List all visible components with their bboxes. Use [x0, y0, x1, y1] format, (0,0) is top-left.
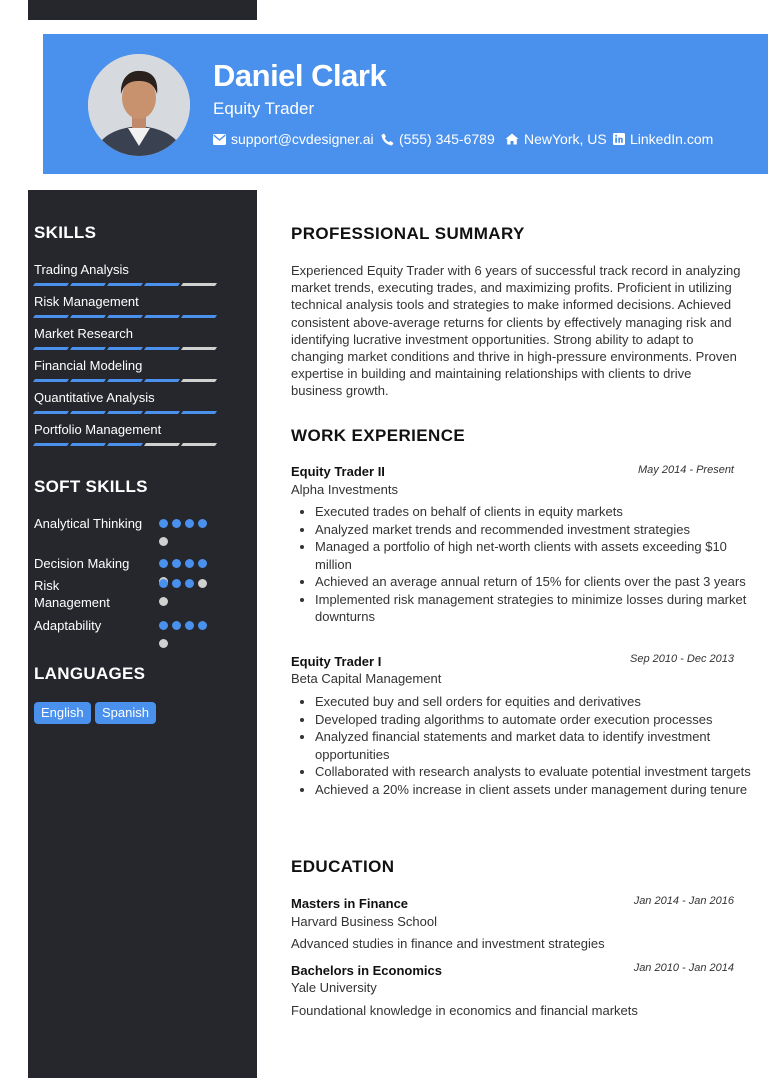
skill-level-segment [107, 347, 143, 350]
job-bullet: • Collaborated with research analysts to evaluate potential investment targets [315, 763, 765, 781]
soft-skill-dot [172, 559, 181, 568]
languages-heading: LANGUAGES [34, 664, 146, 683]
soft-skill-dot [185, 579, 194, 588]
job-bullet: • Analyzed financial statements and market data to identify investment opportunities [315, 728, 765, 763]
phone-icon [381, 133, 394, 146]
soft-skill-dot [172, 579, 181, 588]
skill-label: Portfolio Management [34, 422, 162, 437]
job-bullet: • Developed trading algorithms to automate order execution processes [315, 711, 765, 729]
education-heading: EDUCATION [291, 857, 395, 876]
soft-skill-dot [159, 597, 168, 606]
job-company: Alpha Investments [291, 482, 398, 497]
contact-linkedin[interactable] [613, 131, 713, 147]
soft-skill-dot [159, 621, 168, 630]
skill-level-segment [107, 283, 143, 286]
skill-level-segment [144, 443, 180, 446]
soft-skill-label: Decision Making [34, 556, 130, 571]
job-bullet: • Executed trades on behalf of clients in equity markets [315, 503, 765, 521]
skill-level-segment [181, 283, 217, 286]
skill-level-bar [34, 315, 216, 318]
soft-skill-dot [172, 621, 181, 630]
job-bullets [291, 503, 765, 626]
profile-photo [88, 54, 190, 156]
skill-level-segment [33, 315, 69, 318]
envelope-icon [213, 134, 226, 145]
email-text: support@cvdesigner.ai [231, 131, 374, 147]
summary-heading: PROFESSIONAL SUMMARY [291, 224, 525, 243]
skill-level-segment [33, 283, 69, 286]
education-date: Jan 2014 - Jan 2016 [633, 895, 734, 907]
job-bullet: • Analyzed market trends and recommended investment strategies [315, 521, 765, 539]
skill-level-segment [181, 443, 217, 446]
skill-level-segment [181, 315, 217, 318]
skill-label: Quantitative Analysis [34, 390, 155, 405]
job-bullets [291, 693, 765, 798]
education-description: Foundational knowledge in economics and financial markets [291, 1003, 638, 1018]
candidate-name: Daniel Clark [213, 58, 387, 93]
location-text: NewYork, US [524, 131, 607, 147]
school-name: Yale University [291, 980, 377, 995]
soft-skill-dot [172, 519, 181, 528]
soft-skill-dot [185, 519, 194, 528]
skill-level-segment [70, 347, 106, 350]
linkedin-icon [613, 133, 625, 145]
language-badge: Spanish [95, 702, 156, 724]
job-bullet: • Managed a portfolio of high net-worth clients with assets exceeding $10 million [315, 538, 765, 573]
soft-skill-label: Analytical Thinking [34, 516, 143, 531]
soft-skill-label: Risk Management [34, 578, 110, 610]
home-icon [505, 133, 519, 145]
skill-level-segment [144, 283, 180, 286]
skill-level-segment [70, 443, 106, 446]
education-description: Advanced studies in finance and investment strategies [291, 936, 605, 951]
skills-heading: SKILLS [34, 223, 97, 242]
job-company: Beta Capital Management [291, 671, 442, 686]
job-date: May 2014 - Present [638, 464, 734, 476]
skill-level-segment [107, 411, 143, 414]
education-date: Jan 2010 - Jan 2014 [633, 962, 734, 974]
skill-level-segment [33, 347, 69, 350]
skill-label: Financial Modeling [34, 358, 143, 373]
skill-level-segment [144, 411, 180, 414]
skill-level-segment [107, 379, 143, 382]
skill-level-segment [70, 315, 106, 318]
soft-skill-dot [185, 621, 194, 630]
school-name: Harvard Business School [291, 914, 437, 929]
skill-level-segment [107, 443, 143, 446]
skill-label: Market Research [34, 326, 133, 341]
job-bullet: • Executed buy and sell orders for equities and derivatives [315, 693, 765, 711]
job-bullet: • Achieved a 20% increase in client assets under management during tenure [315, 781, 765, 799]
skill-level-segment [70, 411, 106, 414]
avatar-icon [88, 54, 190, 156]
linkedin-text: LinkedIn.com [630, 131, 714, 147]
skill-level-segment [144, 347, 180, 350]
skill-level-segment [144, 315, 180, 318]
soft-skill-dot [159, 519, 168, 528]
soft-skill-dot [159, 579, 168, 588]
degree-title: Masters in Finance [291, 896, 409, 911]
soft-skill-dot [159, 639, 168, 648]
skill-label: Trading Analysis [34, 262, 129, 277]
job-title: Equity Trader II [291, 464, 385, 479]
skill-level-segment [33, 379, 69, 382]
skill-level-bar [34, 411, 216, 414]
soft-skills-heading: SOFT SKILLS [34, 477, 148, 496]
experience-heading: WORK EXPERIENCE [291, 426, 466, 445]
soft-skill-dot [198, 579, 207, 588]
skill-level-bar [34, 379, 216, 382]
skill-level-bar [34, 283, 216, 286]
contact-location [505, 131, 607, 147]
summary-text: Experienced Equity Trader with 6 years of successful track record in analyzing market trends, executing trades, and maximizing profits. Proficient in utilizing technical analysis tools and strategies to make informed decisions. Achieved consistent above-average returns for clients by effectively managing risk and identifying lucrative investment opportunities. Strong ability to adapt to changing market conditions and thrive in high-pressure environments. Proven expertise in building and maintaining relationships with clients to drive business growth. [291, 263, 741, 399]
skill-level-segment [144, 379, 180, 382]
contact-email[interactable] [213, 131, 374, 147]
skill-label: Risk Management [34, 294, 139, 309]
skill-level-segment [33, 443, 69, 446]
soft-skill-dot [198, 559, 207, 568]
job-bullet: • Achieved an average annual return of 15% for clients over the past 3 years [315, 573, 765, 591]
skill-level-bar [34, 443, 216, 446]
skill-level-segment [181, 379, 217, 382]
candidate-title: Equity Trader [213, 99, 315, 118]
skill-level-segment [181, 411, 217, 414]
soft-skill-dot [198, 519, 207, 528]
soft-skill-dot [159, 559, 168, 568]
language-badge: English [34, 702, 91, 724]
skill-level-segment [107, 315, 143, 318]
skill-level-bar [34, 347, 216, 350]
soft-skill-label: Adaptability [34, 618, 102, 633]
job-title: Equity Trader I [291, 654, 382, 669]
contact-phone[interactable] [381, 131, 495, 147]
skill-level-segment [181, 347, 217, 350]
skill-level-segment [33, 411, 69, 414]
soft-skill-dot [185, 559, 194, 568]
degree-title: Bachelors in Economics [291, 963, 442, 978]
soft-skill-dot [198, 621, 207, 630]
job-date: Sep 2010 - Dec 2013 [630, 653, 734, 665]
phone-text: (555) 345-6789 [399, 131, 495, 147]
skill-level-segment [70, 379, 106, 382]
soft-skill-dot [159, 537, 168, 546]
skill-level-segment [70, 283, 106, 286]
job-bullet: • Implemented risk management strategies to minimize losses during market downturns [315, 591, 765, 626]
